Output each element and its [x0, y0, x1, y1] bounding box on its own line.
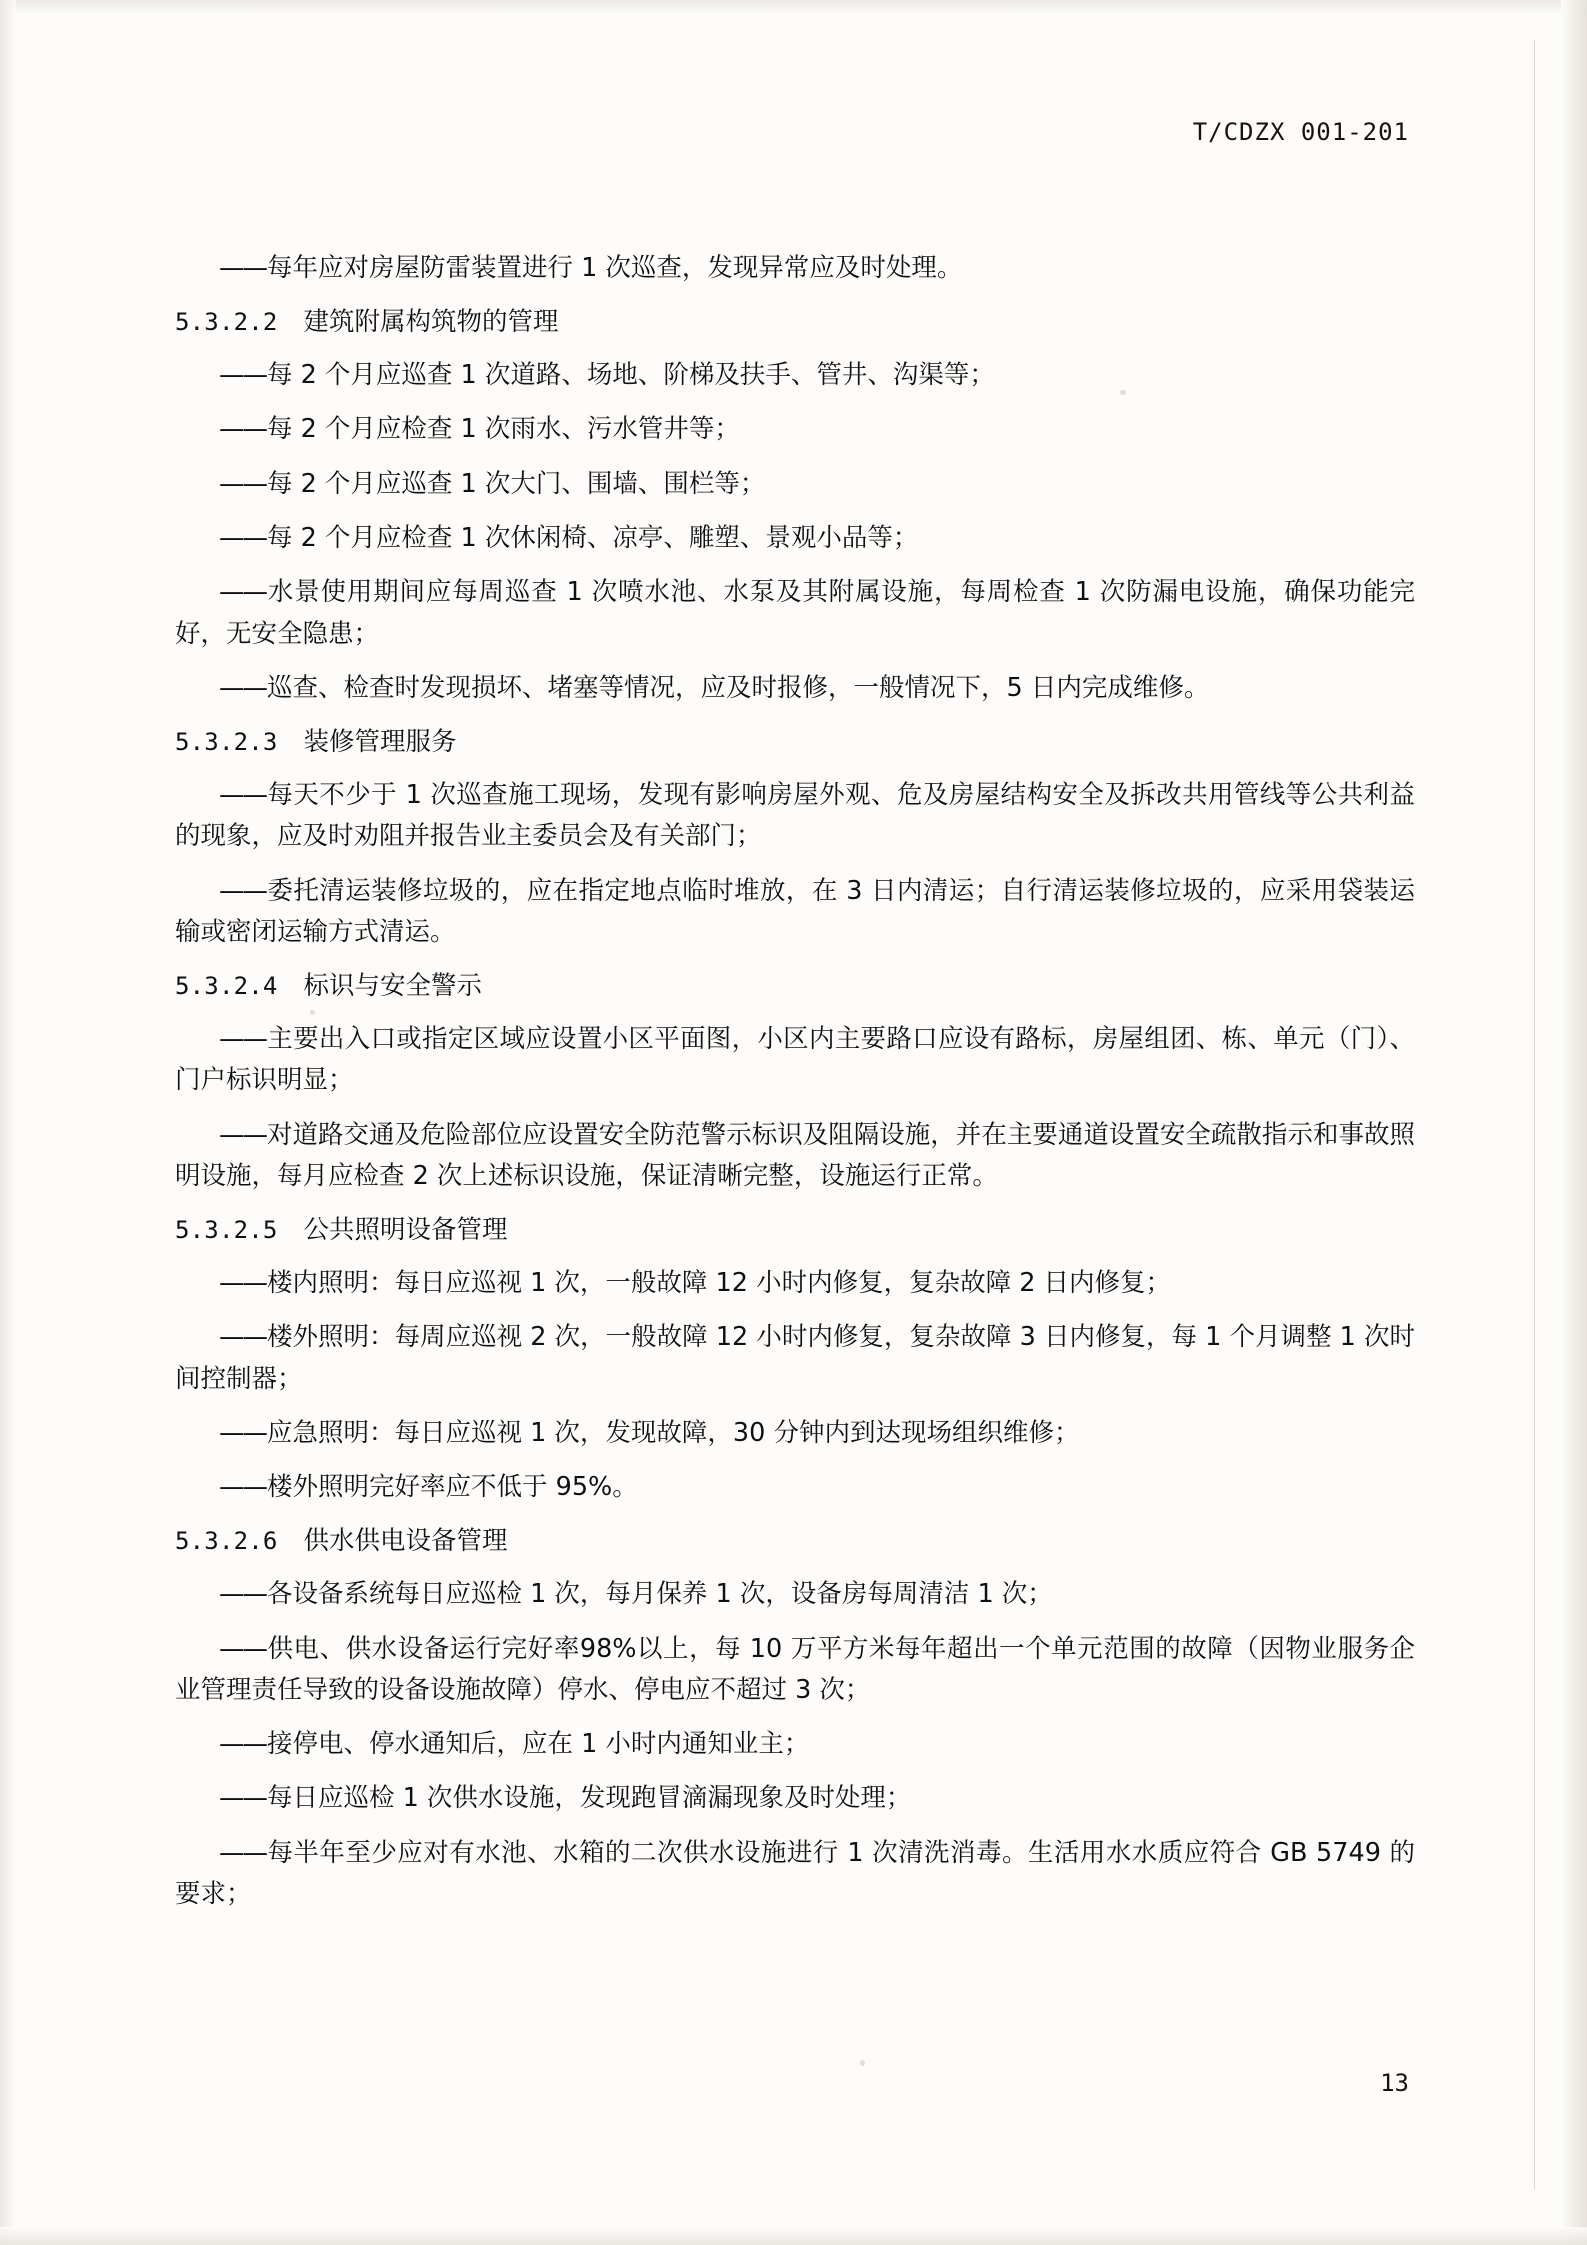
requirement-item [175, 355, 1415, 396]
page-number: 13 [1380, 2069, 1409, 2097]
requirement-item [175, 1629, 1415, 1712]
clause-heading [175, 966, 1415, 1007]
scan-edge-top [0, 0, 1587, 14]
em-dash-lead-icon: —— [219, 577, 266, 608]
requirement-item [175, 668, 1415, 709]
requirement-text: 供电、供水设备运行完好率98%以上，每 10 万平方米每年超出一个单元范围的故障（因物业服务企业管理责任导致的设备设施故障）停水、停电应不超过 3 次； [175, 1633, 1415, 1705]
document-header-code: T/CDZX 001-201 [1192, 118, 1409, 146]
requirement-item [175, 1724, 1415, 1765]
scan-edge-right [1561, 0, 1587, 2245]
scan-speck [860, 2060, 865, 2066]
requirement-item [175, 1778, 1415, 1819]
clause-title: 公共照明设备管理 [303, 1215, 508, 1246]
requirement-text: 楼外照明：每周应巡视 2 次，一般故障 12 小时内修复，复杂故障 3 日内修复，每 1 个月调整 1 次时间控制器； [175, 1322, 1415, 1394]
em-dash-lead-icon: —— [219, 1579, 266, 1610]
requirement-item [175, 572, 1415, 655]
clause-title: 装修管理服务 [303, 727, 457, 758]
requirement-text: 巡查、检查时发现损坏、堵塞等情况，应及时报修，一般情况下，5 日内完成维修。 [267, 672, 1210, 703]
requirement-item [175, 248, 1415, 289]
requirement-text: 每 2 个月应巡查 1 次道路、场地、阶梯及扶手、管井、沟渠等； [267, 360, 995, 391]
em-dash-lead-icon: —— [219, 1417, 266, 1448]
clause-heading [175, 1210, 1415, 1251]
requirement-text: 楼外照明完好率应不低于 95%。 [267, 1472, 638, 1503]
em-dash-lead-icon: —— [219, 1119, 266, 1150]
requirement-text: 应急照明：每日应巡视 1 次，发现故障，30 分钟内到达现场组织维修； [267, 1417, 1080, 1448]
requirement-text: 对道路交通及危险部位应设置安全防范警示标识及阻隔设施，并在主要通道设置安全疏散指示和事故照明设施，每月应检查 2 次上述标识设施，保证清晰完整，设施运行正常。 [175, 1119, 1415, 1191]
clause-number: 5.3.2.3 [175, 728, 278, 757]
requirement-text: 每日应巡检 1 次供水设施，发现跑冒滴漏现象及时处理； [267, 1783, 912, 1814]
em-dash-lead-icon: —— [219, 253, 266, 283]
clause-heading [175, 1521, 1415, 1562]
em-dash-lead-icon: —— [219, 1633, 266, 1664]
requirement-text: 各设备系统每日应巡检 1 次，每月保养 1 次，设备房每周清洁 1 次； [267, 1579, 1053, 1610]
requirement-item [175, 409, 1415, 450]
requirement-item [175, 775, 1415, 858]
em-dash-lead-icon: —— [219, 522, 266, 553]
requirement-text: 主要出入口或指定区域应设置小区平面图，小区内主要路口应设有路标，房屋组团、栋、单元（门）、门户标识明显； [175, 1023, 1415, 1096]
requirement-text: 每 2 个月应巡查 1 次大门、围墙、围栏等； [267, 468, 766, 499]
page-fold-line [1534, 40, 1535, 2190]
em-dash-lead-icon: —— [219, 1783, 266, 1814]
em-dash-lead-icon: —— [219, 468, 266, 499]
clause-heading [175, 722, 1415, 763]
requirement-text: 每 2 个月应检查 1 次休闲椅、凉亭、雕塑、景观小品等； [267, 522, 919, 553]
requirement-item [175, 1263, 1415, 1304]
clause-number: 5.3.2.4 [175, 972, 278, 1001]
em-dash-lead-icon: —— [219, 1472, 266, 1503]
requirement-item [175, 1467, 1415, 1508]
em-dash-lead-icon: —— [219, 1023, 266, 1054]
requirement-item [175, 871, 1415, 954]
em-dash-lead-icon: —— [219, 672, 266, 703]
requirement-text: 每年应对房屋防雷装置进行 1 次巡查，发现异常应及时处理。 [267, 253, 963, 283]
requirement-text: 水景使用期间应每周巡查 1 次喷水池、水泵及其附属设施，每周检查 1 次防漏电设施，确保功能完好，无安全隐患； [175, 577, 1415, 649]
requirement-item [175, 1019, 1415, 1102]
requirement-text: 委托清运装修垃圾的，应在指定地点临时堆放，在 3 日内清运；自行清运装修垃圾的，应采用袋装运输或密闭运输方式清运。 [175, 875, 1415, 947]
scan-edge-bottom [0, 2227, 1587, 2245]
em-dash-lead-icon: —— [219, 875, 266, 906]
em-dash-lead-icon: —— [219, 360, 266, 391]
requirement-text: 楼内照明：每日应巡视 1 次，一般故障 12 小时内修复，复杂故障 2 日内修复； [267, 1267, 1172, 1298]
em-dash-lead-icon: —— [219, 1322, 266, 1353]
clause-title: 建筑附属构筑物的管理 [303, 307, 559, 338]
requirement-item [175, 464, 1415, 505]
em-dash-lead-icon: —— [219, 1267, 266, 1298]
clause-number: 5.3.2.6 [175, 1527, 278, 1556]
requirement-item [175, 1574, 1415, 1615]
requirement-item [175, 1115, 1415, 1198]
requirement-item [175, 1413, 1415, 1454]
requirement-item [175, 518, 1415, 559]
em-dash-lead-icon: —— [219, 1729, 266, 1760]
scan-edge-left [0, 0, 16, 2245]
requirement-item [175, 1833, 1415, 1916]
document-body [175, 248, 1415, 1928]
requirement-text: 接停电、停水通知后，应在 1 小时内通知业主； [267, 1729, 810, 1760]
clause-title: 标识与安全警示 [303, 971, 483, 1002]
em-dash-lead-icon: —— [219, 414, 266, 445]
clause-number: 5.3.2.2 [175, 308, 278, 337]
requirement-text: 每天不少于 1 次巡查施工现场，发现有影响房屋外观、危及房屋结构安全及拆改共用管线等公共利益的现象，应及时劝阻并报告业主委员会及有关部门； [175, 779, 1415, 852]
clause-number: 5.3.2.5 [175, 1216, 278, 1245]
em-dash-lead-icon: —— [219, 1837, 266, 1868]
requirement-item [175, 1317, 1415, 1400]
clause-heading [175, 302, 1415, 343]
requirement-text: 每 2 个月应检查 1 次雨水、污水管井等； [267, 414, 740, 445]
em-dash-lead-icon: —— [219, 779, 266, 810]
clause-title: 供水供电设备管理 [303, 1526, 508, 1557]
requirement-text: 每半年至少应对有水池、水箱的二次供水设施进行 1 次清洗消毒。生活用水水质应符合 GB 5749 的要求； [175, 1837, 1415, 1909]
